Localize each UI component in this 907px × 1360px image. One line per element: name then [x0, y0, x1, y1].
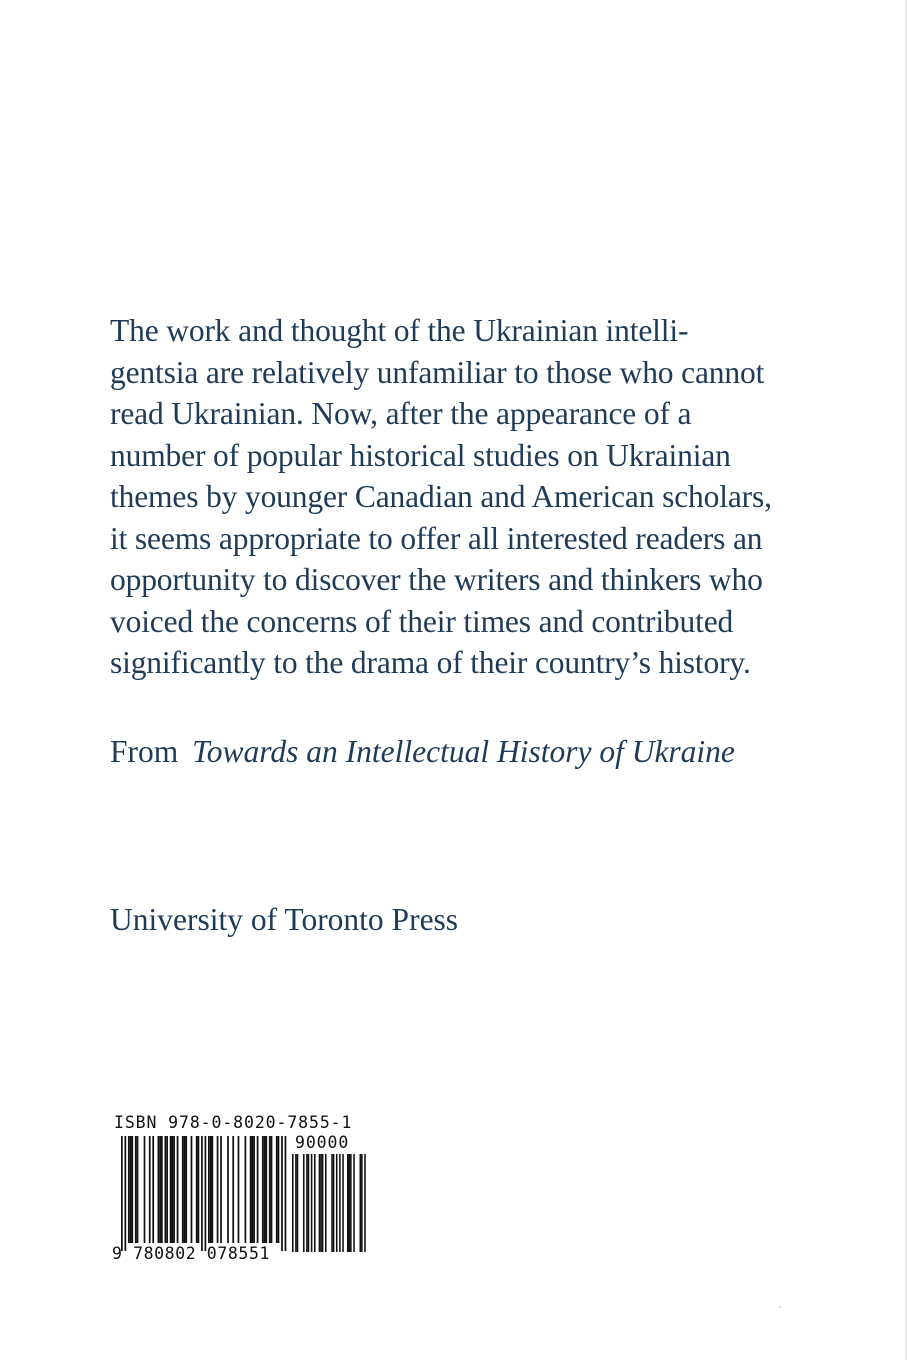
data-bar — [128, 1136, 130, 1243]
data-bar — [131, 1136, 133, 1243]
ean-digits: 9 780802 078551 — [112, 1244, 271, 1263]
source-attribution — [110, 731, 735, 773]
print-speck — [779, 1306, 781, 1308]
data-bar — [217, 1136, 219, 1243]
price-code-label: 90000 — [295, 1133, 350, 1152]
blurb-line: significantly to the drama of their country’s history. — [110, 645, 751, 680]
data-bar — [232, 1136, 234, 1243]
data-bar — [191, 1136, 193, 1243]
data-bar — [196, 1136, 198, 1243]
data-bar — [257, 1136, 259, 1243]
blurb-line: number of popular historical studies on Ukrainian — [110, 437, 731, 473]
blurb-line: themes by younger Canadian and American scholars, — [110, 479, 772, 514]
data-bar — [158, 1136, 160, 1243]
guard-bar — [201, 1136, 203, 1251]
data-bar — [262, 1136, 264, 1243]
addon-bar — [349, 1154, 351, 1252]
data-bar — [265, 1136, 267, 1243]
data-bar — [253, 1136, 255, 1243]
ean13-bars — [121, 1136, 286, 1251]
data-bar — [211, 1136, 213, 1243]
addon-bar — [306, 1154, 308, 1252]
source-prefix: From — [110, 734, 179, 769]
guard-bar — [124, 1136, 126, 1251]
addon-bar — [319, 1154, 321, 1252]
data-bar — [166, 1136, 168, 1243]
addon-bar — [361, 1154, 363, 1252]
data-bar — [269, 1136, 271, 1243]
addon-bar — [297, 1154, 299, 1252]
blurb-line: gentsia are relatively unfamiliar to those who cannot — [110, 354, 765, 390]
guard-bar — [281, 1136, 283, 1251]
data-bar — [184, 1136, 186, 1243]
data-bar — [177, 1136, 179, 1243]
isbn-label: ISBN 978-0-8020-7855-1 — [114, 1113, 353, 1132]
blurb-line: voiced the concerns of their times and contributed — [110, 603, 734, 639]
data-bar — [149, 1136, 151, 1243]
data-bar — [208, 1136, 210, 1243]
barcode-bars — [112, 1113, 374, 1263]
data-bar — [171, 1136, 173, 1243]
addon-bar — [295, 1154, 297, 1252]
data-bar — [185, 1136, 187, 1243]
data-bar — [220, 1136, 222, 1243]
data-bar — [161, 1136, 163, 1243]
data-bar — [144, 1136, 146, 1243]
guard-bar — [205, 1136, 207, 1251]
blurb-line: it seems appropriate to offer all interested readers an — [110, 520, 763, 556]
publisher-name: University of Toronto Press — [110, 902, 459, 937]
blurb-line: read Ukrainian. Now, after the appearance of a — [110, 396, 692, 431]
blurb-line: opportunity to discover the writers and thinkers who — [110, 562, 763, 597]
addon-bar — [364, 1154, 366, 1252]
data-bar — [198, 1136, 200, 1243]
addon-bar — [347, 1154, 349, 1252]
data-bar — [137, 1136, 139, 1243]
data-bar — [173, 1136, 175, 1243]
data-bar — [130, 1136, 132, 1243]
addon-bar — [360, 1154, 362, 1252]
addon-bar — [314, 1154, 316, 1252]
data-bar — [238, 1136, 240, 1243]
addon-bars — [292, 1154, 366, 1252]
addon-bar — [311, 1154, 313, 1252]
addon-bar — [292, 1154, 294, 1252]
addon-bar — [353, 1154, 355, 1252]
data-bar — [227, 1136, 229, 1243]
data-bar — [182, 1136, 184, 1243]
guard-bar — [285, 1136, 287, 1251]
isbn-barcode — [112, 1113, 374, 1263]
addon-bar — [331, 1154, 333, 1252]
data-bar — [278, 1136, 280, 1243]
data-bar — [135, 1136, 137, 1243]
data-bar — [152, 1136, 154, 1243]
data-bar — [250, 1136, 252, 1243]
source-title: Towards an Intellectual History of Ukraine — [192, 734, 735, 769]
guard-bar — [121, 1136, 123, 1251]
data-bar — [159, 1136, 161, 1243]
addon-bar — [336, 1154, 338, 1252]
addon-bar — [339, 1154, 341, 1252]
data-bar — [264, 1136, 266, 1243]
data-bar — [271, 1136, 273, 1243]
addon-bar — [322, 1154, 324, 1252]
data-bar — [170, 1136, 172, 1243]
data-bar — [210, 1136, 212, 1243]
addon-bar — [325, 1154, 327, 1252]
addon-bar — [308, 1154, 310, 1252]
addon-bar — [350, 1154, 352, 1252]
data-bar — [165, 1136, 167, 1243]
data-bar — [245, 1136, 247, 1243]
data-bar — [252, 1136, 254, 1243]
addon-bar — [333, 1154, 335, 1252]
addon-bar — [342, 1154, 344, 1252]
addon-bar — [303, 1154, 305, 1252]
addon-bar — [320, 1154, 322, 1252]
data-bar — [276, 1136, 278, 1243]
blurb-line: The work and thought of the Ukrainian intelli- — [110, 313, 689, 348]
blurb-paragraph — [110, 310, 830, 684]
